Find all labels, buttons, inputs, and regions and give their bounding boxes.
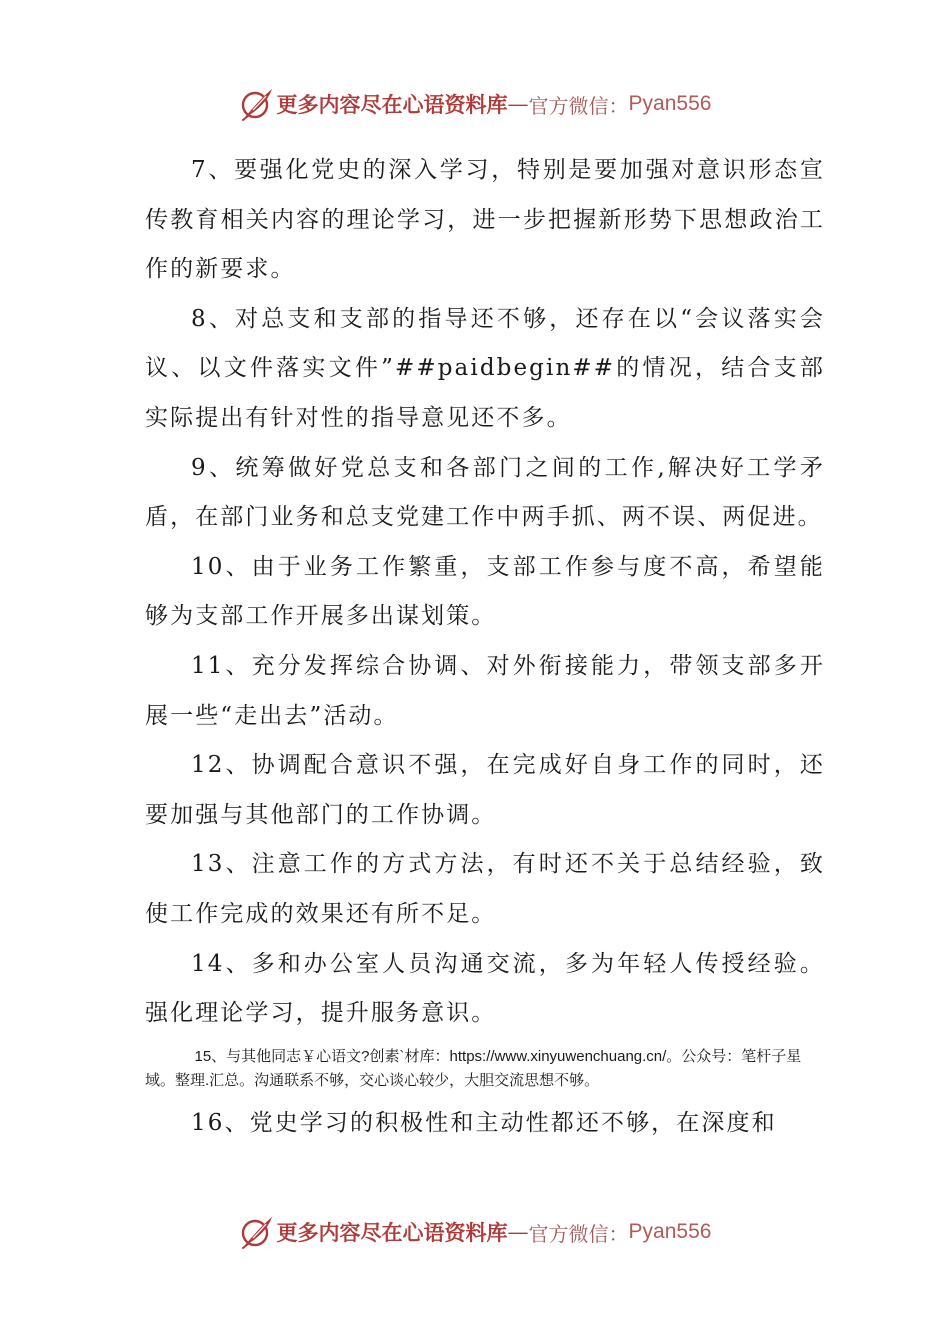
quill-pen-logo-icon bbox=[239, 1214, 275, 1250]
header-brand-text: 更多内容尽在心语资料库 bbox=[276, 92, 508, 117]
paragraph-10: 10、由于业务工作繁重，支部工作参与度不高，希望能够为支部工作开展多出谋划策。 bbox=[145, 553, 825, 630]
footer-wechat-id: Pyan556 bbox=[628, 1220, 712, 1243]
paragraph-12: 12、协调配合意识不强，在完成好自身工作的同时，还要加强与其他部门的工作协调。 bbox=[145, 752, 825, 828]
paragraph-11: 11、充分发挥综合协调、对外衔接能力，带领支部多开展一些“走出去”活动。 bbox=[145, 652, 825, 729]
header-banner bbox=[0, 82, 950, 126]
document-body bbox=[145, 146, 825, 1148]
quill-pen-logo-icon bbox=[239, 86, 275, 122]
paragraph-8: 8、对总支和支部的指导还不够，还存在以“会议落实会议、以文件落实文件”##paidbegin##的情况，结合支部实际提出有针对性的指导意见还不多。 bbox=[145, 305, 825, 431]
paragraph-7: 7、要强化党史的深入学习，特别是要加强对意识形态宣传教育相关内容的理论学习，进一步把握新形势下思想政治工作的新要求。 bbox=[145, 157, 825, 283]
footer-brand-text: 更多内容尽在心语资料库 bbox=[276, 1220, 508, 1245]
paragraph-16: 16、党史学习的积极性和主动性都还不够，在深度和 bbox=[191, 1109, 777, 1136]
paragraph-13: 13、注意工作的方式方法，有时还不关于总结经验，致使工作完成的效果还有所不足。 bbox=[145, 851, 825, 927]
footer-separator: — bbox=[507, 1220, 529, 1244]
header-wechat-id: Pyan556 bbox=[628, 92, 712, 115]
footer-wechat-label: 官方微信： bbox=[528, 1221, 629, 1246]
paragraph-14: 14、多和办公室人员沟通交流，多为年轻人传授经验。强化理论学习，提升服务意识。 bbox=[145, 950, 825, 1027]
header-wechat-label: 官方微信： bbox=[528, 93, 629, 118]
paragraph-9: 9、统筹做好党总支和各部门之间的工作,解决好工学矛盾，在部门业务和总支党建工作中两手抓、两不误、两促进。 bbox=[145, 454, 825, 531]
paragraph-15-small: 15、与其他同志￥心语文?创素`材库：https://www.xinyuwenchuang.cn/。公众号：笔杆子星域。整理.汇总。沟通联系不够，交心谈心较少，大胆交流思想不够。 bbox=[145, 1047, 802, 1089]
header-separator: — bbox=[507, 92, 529, 116]
footer-banner bbox=[0, 1210, 950, 1254]
